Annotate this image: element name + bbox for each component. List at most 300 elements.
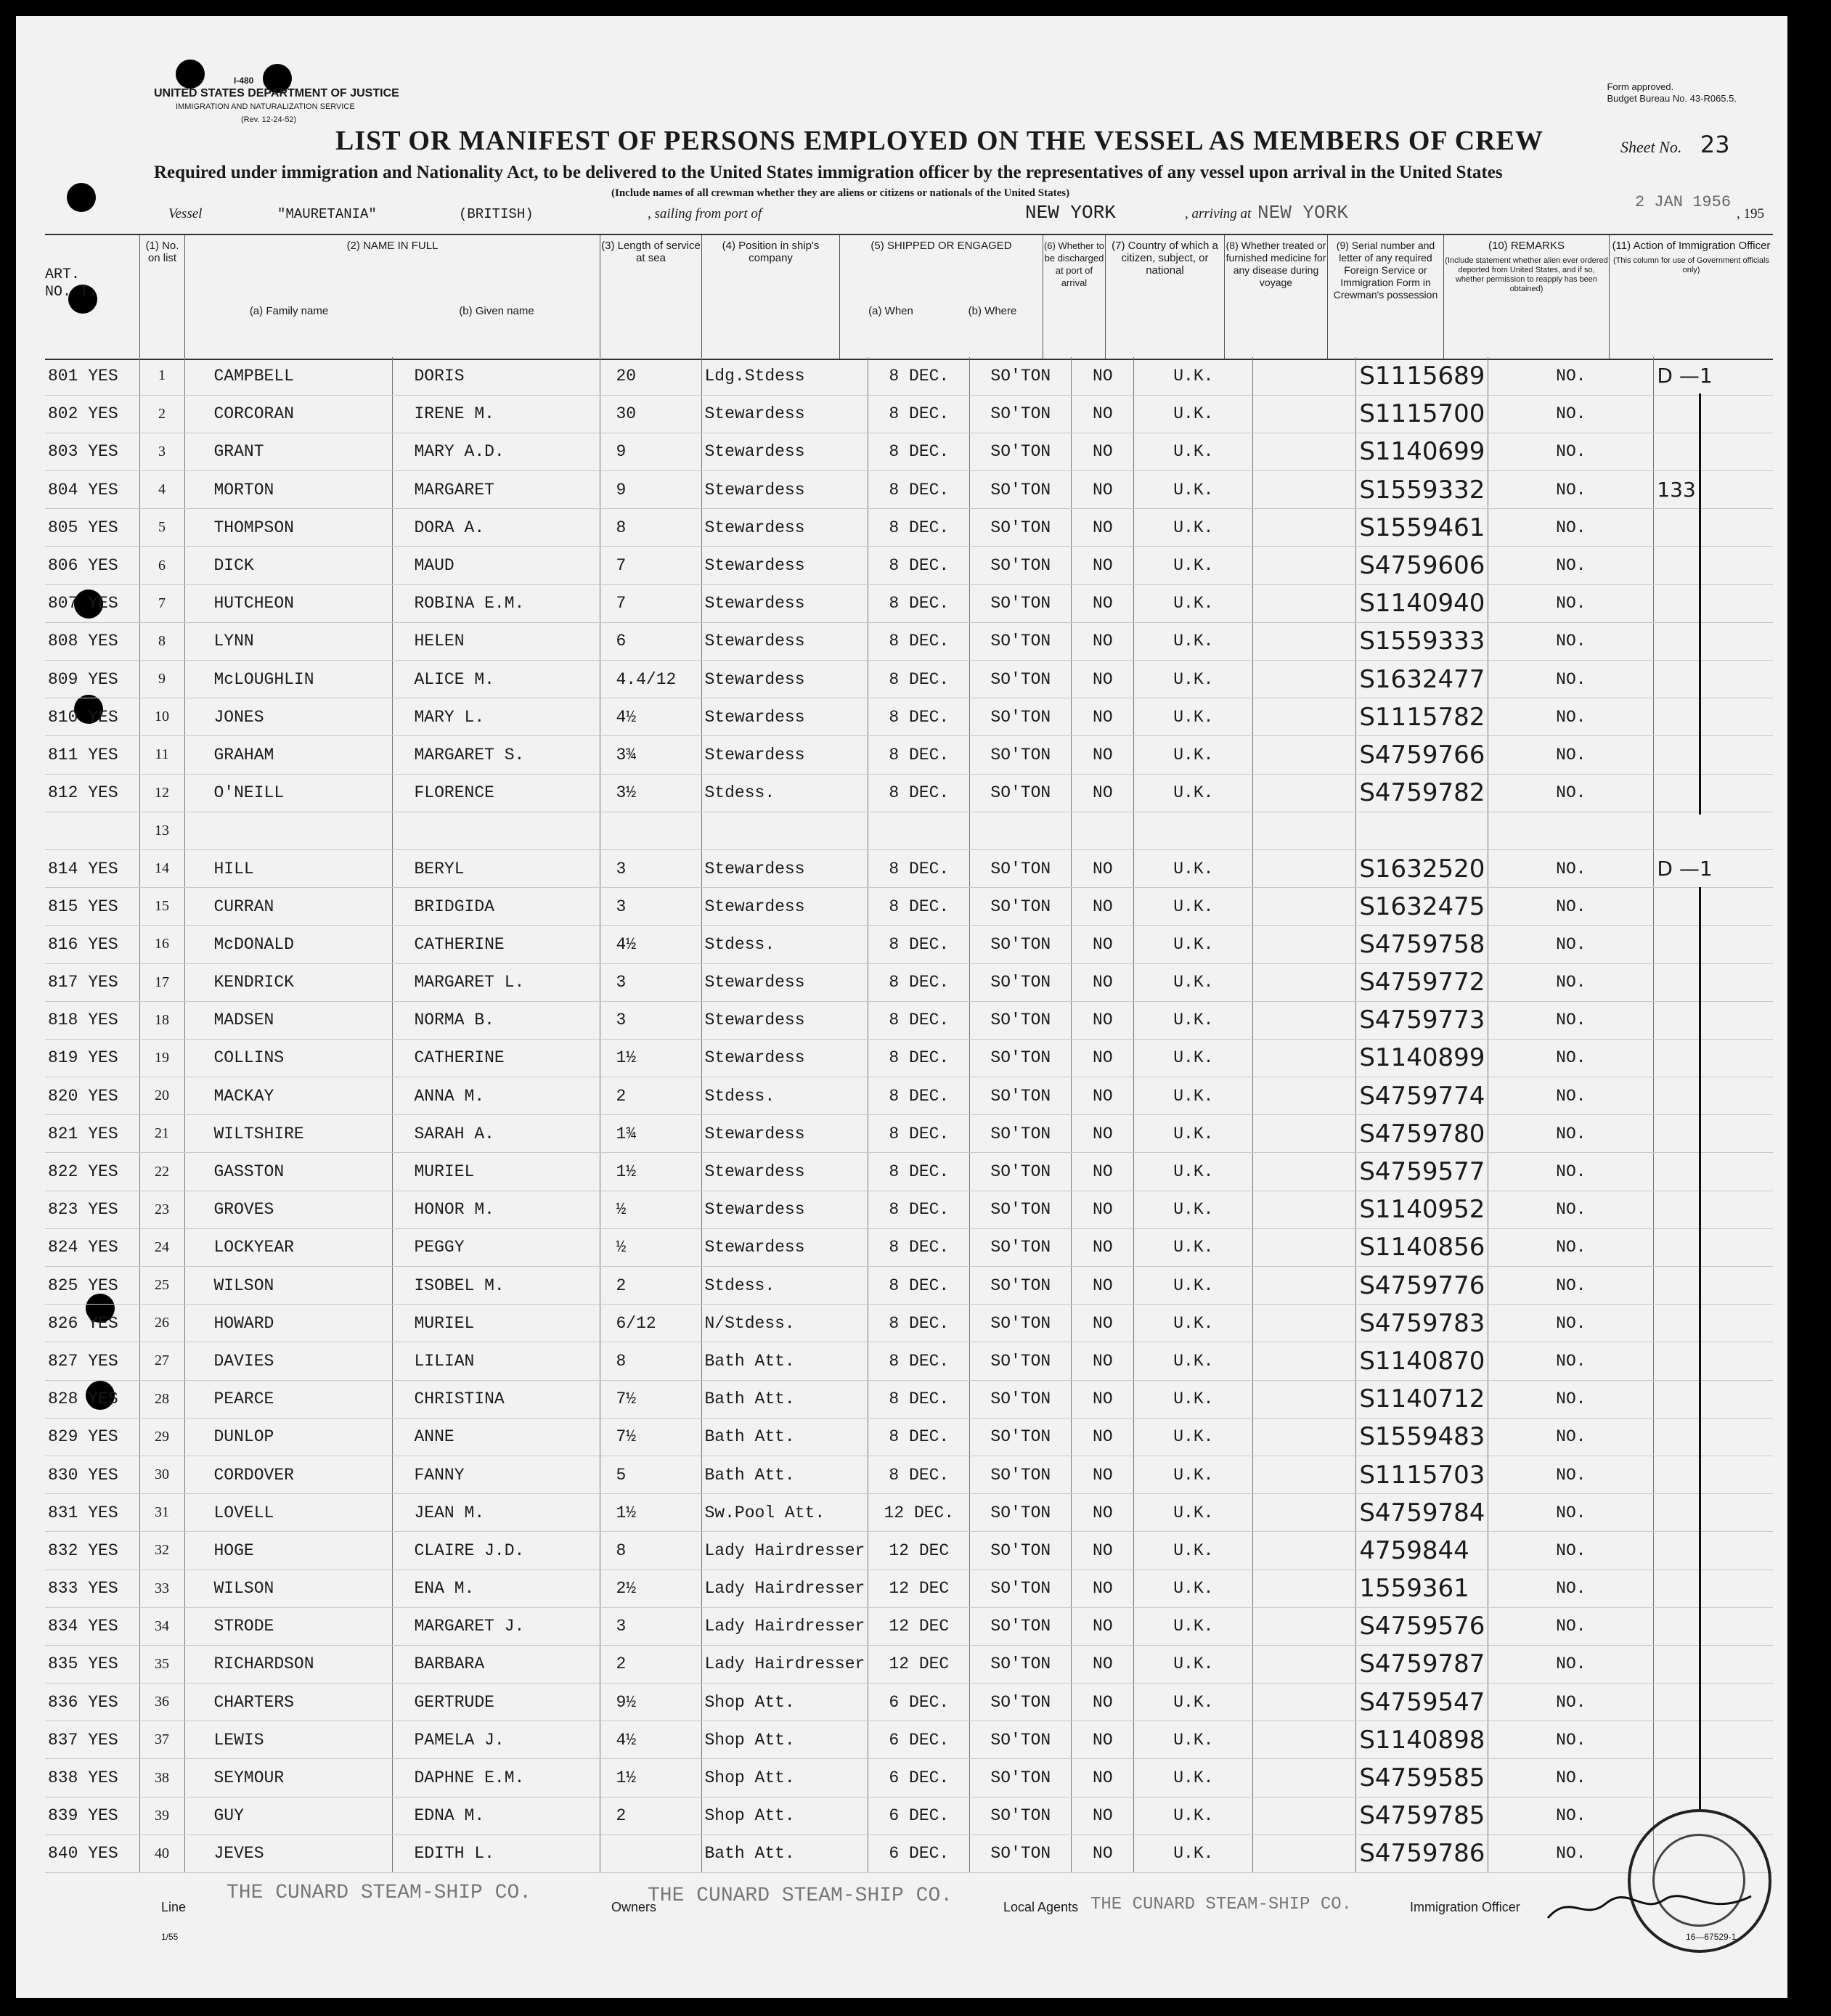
cell-when: 8 DEC. <box>868 1456 970 1493</box>
cell-where: SO'TON <box>970 395 1072 433</box>
cell-art: 805 YES <box>45 509 139 547</box>
cell-where: SO'TON <box>970 471 1072 509</box>
cell-where: SO'TON <box>970 1570 1072 1607</box>
cell-where: SO'TON <box>970 509 1072 547</box>
cell-len: 3¾ <box>600 736 701 774</box>
cell-len: 4.4/12 <box>600 661 701 698</box>
agency-name: UNITED STATES DEPARTMENT OF JUSTICE <box>154 87 399 99</box>
cell-ser: S4759782 <box>1356 774 1488 812</box>
sheet-value: 23 <box>1700 131 1730 158</box>
cell-no: 23 <box>139 1191 184 1228</box>
cell-when: 8 DEC. <box>868 1342 970 1380</box>
cell-fam: DAVIES <box>184 1342 392 1380</box>
cell-pos: N/Stdess. <box>701 1305 868 1342</box>
cell-pos: Stewardess <box>701 1191 868 1228</box>
cell-med <box>1253 1418 1356 1456</box>
cell-art: 833 YES <box>45 1570 139 1607</box>
cell-no: 31 <box>139 1494 184 1532</box>
cell-rem: NO. <box>1488 1305 1654 1342</box>
cell-pos: Sw.Pool Att. <box>701 1494 868 1532</box>
cell-when <box>868 812 970 849</box>
cell-art: 822 YES <box>45 1153 139 1191</box>
cell-len: 7½ <box>600 1380 701 1418</box>
cell-cty: U.K. <box>1134 661 1253 698</box>
cell-fam: JONES <box>184 698 392 736</box>
cell-giv: PAMELA J. <box>392 1721 600 1759</box>
cell-cty: U.K. <box>1134 433 1253 470</box>
cell-len: 4½ <box>600 926 701 963</box>
cell-rem: NO. <box>1488 926 1654 963</box>
table-row <box>45 509 1773 547</box>
cell-fam: DICK <box>184 547 392 584</box>
cell-dis: NO <box>1072 736 1134 774</box>
cell-ser: S4759776 <box>1356 1267 1488 1305</box>
cell-ser <box>1356 812 1488 849</box>
cell-when: 8 DEC. <box>868 1418 970 1456</box>
cell-where: SO'TON <box>970 1684 1072 1721</box>
cell-where: SO'TON <box>970 1191 1072 1228</box>
cell-art: 814 YES <box>45 849 139 887</box>
cell-dis: NO <box>1072 1077 1134 1115</box>
cell-giv: ISOBEL M. <box>392 1267 600 1305</box>
cell-no: 16 <box>139 926 184 963</box>
cell-ser: S1140898 <box>1356 1721 1488 1759</box>
column-headers <box>45 234 1773 360</box>
cell-fam: CHARTERS <box>184 1684 392 1721</box>
form-code: 16—67529-1 <box>1686 1932 1737 1942</box>
table-row <box>45 1001 1773 1039</box>
cell-where: SO'TON <box>970 1456 1072 1493</box>
form-approved <box>1607 81 1737 105</box>
col-discharged: (6) Whether to be discharged at port of arrival <box>1043 235 1105 359</box>
cell-pos: Lady Hairdresser <box>701 1570 868 1607</box>
cell-dis: NO <box>1072 963 1134 1001</box>
cell-ser: S4759785 <box>1356 1797 1488 1835</box>
cell-fam: GASSTON <box>184 1153 392 1191</box>
table-row <box>45 1645 1773 1683</box>
cell-len: 3½ <box>600 774 701 812</box>
cell-cty: U.K. <box>1134 1039 1253 1077</box>
sheet-number <box>1620 131 1730 158</box>
cell-dis: NO <box>1072 509 1134 547</box>
cell-cty: U.K. <box>1134 1759 1253 1797</box>
cell-med <box>1253 1645 1356 1683</box>
cell-len: 3 <box>600 963 701 1001</box>
cell-when: 8 DEC. <box>868 1001 970 1039</box>
cell-giv: MARGARET <box>392 471 600 509</box>
cell-where: SO'TON <box>970 736 1072 774</box>
cell-where: SO'TON <box>970 1001 1072 1039</box>
col-when: (a) When <box>868 305 913 317</box>
cell-len: 8 <box>600 509 701 547</box>
cell-no: 26 <box>139 1305 184 1342</box>
vessel-name: "MAURETANIA" <box>277 206 377 222</box>
cell-art: 830 YES <box>45 1456 139 1493</box>
cell-fam: THOMPSON <box>184 509 392 547</box>
cell-giv: MARY L. <box>392 698 600 736</box>
cell-where: SO'TON <box>970 433 1072 470</box>
cell-pos: Stewardess <box>701 1001 868 1039</box>
cell-act <box>1654 736 1773 774</box>
cell-dis: NO <box>1072 1191 1134 1228</box>
cell-when: 8 DEC. <box>868 622 970 660</box>
cell-no: 7 <box>139 584 184 622</box>
cell-giv: CATHERINE <box>392 1039 600 1077</box>
cell-giv: HELEN <box>392 622 600 660</box>
cell-len: 2½ <box>600 1570 701 1607</box>
cell-cty: U.K. <box>1134 1607 1253 1645</box>
cell-art: 808 YES <box>45 622 139 660</box>
cell-rem: NO. <box>1488 622 1654 660</box>
cell-len: 3 <box>600 1607 701 1645</box>
cell-act <box>1654 509 1773 547</box>
cell-rem: NO. <box>1488 698 1654 736</box>
cell-ser: S4759766 <box>1356 736 1488 774</box>
cell-rem: NO. <box>1488 1456 1654 1493</box>
cell-rem: NO. <box>1488 849 1654 887</box>
cell-rem: NO. <box>1488 584 1654 622</box>
cell-giv: MARY A.D. <box>392 433 600 470</box>
cell-ser: 1559361 <box>1356 1570 1488 1607</box>
page-title: LIST OR MANIFEST OF PERSONS EMPLOYED ON THE VESSEL AS MEMBERS OF CREW <box>335 126 1543 156</box>
cell-cty: U.K. <box>1134 736 1253 774</box>
cell-when: 8 DEC. <box>868 1267 970 1305</box>
cell-art: 839 YES <box>45 1797 139 1835</box>
cell-act <box>1654 584 1773 622</box>
cell-no: 12 <box>139 774 184 812</box>
cell-pos: Shop Att. <box>701 1721 868 1759</box>
cell-when: 8 DEC. <box>868 661 970 698</box>
cell-where: SO'TON <box>970 661 1072 698</box>
cell-pos: Stdess. <box>701 774 868 812</box>
cell-med <box>1253 1607 1356 1645</box>
cell-dis: NO <box>1072 1153 1134 1191</box>
table-row <box>45 661 1773 698</box>
cell-rem: NO. <box>1488 1759 1654 1797</box>
cell-rem: NO. <box>1488 1684 1654 1721</box>
cell-cty: U.K. <box>1134 1456 1253 1493</box>
col-remarks <box>1443 235 1609 359</box>
cell-art: 835 YES <box>45 1645 139 1683</box>
cell-cty: U.K. <box>1134 471 1253 509</box>
cell-rem: NO. <box>1488 774 1654 812</box>
cell-ser: 4759844 <box>1356 1532 1488 1570</box>
form-number: I-480 <box>234 76 254 86</box>
cell-fam: WILTSHIRE <box>184 1115 392 1153</box>
cell-dis: NO <box>1072 1039 1134 1077</box>
cell-ser: S1559333 <box>1356 622 1488 660</box>
cell-ser: S1632520 <box>1356 849 1488 887</box>
cell-len: 3 <box>600 849 701 887</box>
cell-pos: Bath Att. <box>701 1380 868 1418</box>
sailing-port: NEW YORK <box>1025 202 1116 224</box>
cell-no: 15 <box>139 888 184 926</box>
cell-act <box>1654 1001 1773 1039</box>
col-shipped-title: (5) SHIPPED OR ENGAGED <box>870 240 1012 252</box>
cell-dis <box>1072 812 1134 849</box>
cell-med <box>1253 736 1356 774</box>
cell-fam: O'NEILL <box>184 774 392 812</box>
cell-len: 2 <box>600 1797 701 1835</box>
cell-where: SO'TON <box>970 1342 1072 1380</box>
cell-ser: S1140712 <box>1356 1380 1488 1418</box>
cell-cty: U.K. <box>1134 1721 1253 1759</box>
cell-pos: Stewardess <box>701 1153 868 1191</box>
cell-where: SO'TON <box>970 849 1072 887</box>
cell-cty: U.K. <box>1134 1797 1253 1835</box>
cell-no: 35 <box>139 1645 184 1683</box>
cell-art: 817 YES <box>45 963 139 1001</box>
cell-med <box>1253 547 1356 584</box>
cell-dis: NO <box>1072 471 1134 509</box>
cell-giv: ALICE M. <box>392 661 600 698</box>
cell-giv: BARBARA <box>392 1645 600 1683</box>
cell-ser: S4759786 <box>1356 1835 1488 1872</box>
cell-where: SO'TON <box>970 1835 1072 1872</box>
cell-rem: NO. <box>1488 1267 1654 1305</box>
cell-pos: Stewardess <box>701 547 868 584</box>
cell-pos: Stewardess <box>701 395 868 433</box>
col-art-no: ART. NO. T. <box>45 266 98 301</box>
cell-pos: Shop Att. <box>701 1797 868 1835</box>
cell-art: 810 YES <box>45 698 139 736</box>
col-length-service: (3) Length of service at sea <box>600 235 701 359</box>
cell-pos: Lady Hairdresser <box>701 1532 868 1570</box>
cell-cty: U.K. <box>1134 888 1253 926</box>
cell-act <box>1654 812 1773 849</box>
manifest-sheet <box>16 16 1787 1998</box>
cell-where: SO'TON <box>970 1228 1072 1266</box>
cell-med <box>1253 963 1356 1001</box>
cell-ser: S1140899 <box>1356 1039 1488 1077</box>
cell-giv: GERTRUDE <box>392 1684 600 1721</box>
cell-ser: S4759576 <box>1356 1607 1488 1645</box>
cell-len: 1¾ <box>600 1115 701 1153</box>
cell-no: 3 <box>139 433 184 470</box>
cell-no: 28 <box>139 1380 184 1418</box>
cell-giv: SARAH A. <box>392 1115 600 1153</box>
cell-when: 12 DEC <box>868 1645 970 1683</box>
cell-ser: S4759783 <box>1356 1305 1488 1342</box>
cell-len: ½ <box>600 1191 701 1228</box>
cell-ser: S4759547 <box>1356 1684 1488 1721</box>
cell-rem: NO. <box>1488 395 1654 433</box>
cell-pos: Stewardess <box>701 471 868 509</box>
cell-giv: MAUD <box>392 547 600 584</box>
cell-when: 8 DEC. <box>868 509 970 547</box>
cell-art: 836 YES <box>45 1684 139 1721</box>
cell-when: 12 DEC <box>868 1607 970 1645</box>
cell-cty: U.K. <box>1134 509 1253 547</box>
signature-icon <box>1541 1889 1758 1925</box>
cell-med <box>1253 1001 1356 1039</box>
cell-dis: NO <box>1072 1267 1134 1305</box>
cell-fam: GRANT <box>184 433 392 470</box>
cell-where: SO'TON <box>970 963 1072 1001</box>
cell-rem: NO. <box>1488 1494 1654 1532</box>
cell-fam: MORTON <box>184 471 392 509</box>
cell-med <box>1253 509 1356 547</box>
cell-dis: NO <box>1072 1494 1134 1532</box>
cell-len: 1½ <box>600 1039 701 1077</box>
cell-no: 17 <box>139 963 184 1001</box>
cell-art: 823 YES <box>45 1191 139 1228</box>
cell-pos: Shop Att. <box>701 1684 868 1721</box>
cell-no: 29 <box>139 1418 184 1456</box>
cell-ser: S1115689 <box>1356 357 1488 395</box>
cell-dis: NO <box>1072 547 1134 584</box>
cell-pos: Stewardess <box>701 963 868 1001</box>
cell-fam: CURRAN <box>184 888 392 926</box>
cell-dis: NO <box>1072 1001 1134 1039</box>
cell-fam: LOCKYEAR <box>184 1228 392 1266</box>
cell-giv: ENA M. <box>392 1570 600 1607</box>
cell-fam: LOVELL <box>184 1494 392 1532</box>
cell-act <box>1654 1380 1773 1418</box>
cell-act <box>1654 661 1773 698</box>
cell-act <box>1654 963 1773 1001</box>
col-action-note: (This column for use of Government officials only) <box>1613 256 1769 274</box>
cell-giv: MARGARET S. <box>392 736 600 774</box>
cell-art: 804 YES <box>45 471 139 509</box>
cell-med <box>1253 1228 1356 1266</box>
subtitle: Required under immigration and Nationality Act, to be delivered to the United States immigration officer by the representatives of any vessel upon arrival in the United States <box>154 163 1503 182</box>
cell-art: 801 YES <box>45 357 139 395</box>
cell-rem: NO. <box>1488 1039 1654 1077</box>
cell-med <box>1253 1532 1356 1570</box>
cell-act <box>1654 1684 1773 1721</box>
cell-where: SO'TON <box>970 888 1072 926</box>
table-row <box>45 1342 1773 1380</box>
col-action <box>1609 235 1773 359</box>
officer-label: Immigration Officer <box>1410 1900 1520 1914</box>
col-where: (b) Where <box>968 305 1017 317</box>
cell-where: SO'TON <box>970 774 1072 812</box>
print-code: 1/55 <box>161 1932 179 1942</box>
cell-rem: NO. <box>1488 1342 1654 1380</box>
cell-med <box>1253 926 1356 963</box>
cell-med <box>1253 584 1356 622</box>
cell-ser: S1140856 <box>1356 1228 1488 1266</box>
cell-dis: NO <box>1072 926 1134 963</box>
cell-ser: S4759773 <box>1356 1001 1488 1039</box>
cell-art: 824 YES <box>45 1228 139 1266</box>
cell-ser: S4759772 <box>1356 963 1488 1001</box>
cell-pos: Lady Hairdresser <box>701 1607 868 1645</box>
cell-giv <box>392 812 600 849</box>
cell-fam: JEVES <box>184 1835 392 1872</box>
table-row <box>45 1684 1773 1721</box>
cell-art: 827 YES <box>45 1342 139 1380</box>
cell-giv: ANNA M. <box>392 1077 600 1115</box>
cell-giv: DORA A. <box>392 509 600 547</box>
cell-giv: LILIAN <box>392 1342 600 1380</box>
cell-fam: McLOUGHLIN <box>184 661 392 698</box>
cell-rem: NO. <box>1488 1570 1654 1607</box>
cell-art: 809 YES <box>45 661 139 698</box>
cell-giv: PEGGY <box>392 1228 600 1266</box>
cell-no: 1 <box>139 357 184 395</box>
cell-fam: WILSON <box>184 1267 392 1305</box>
cell-pos <box>701 812 868 849</box>
cell-art: 818 YES <box>45 1001 139 1039</box>
cell-act <box>1654 433 1773 470</box>
cell-fam: GRAHAM <box>184 736 392 774</box>
cell-dis: NO <box>1072 1721 1134 1759</box>
cell-rem: NO. <box>1488 963 1654 1001</box>
table-row <box>45 1721 1773 1759</box>
cell-pos: Stewardess <box>701 584 868 622</box>
cell-pos: Stewardess <box>701 433 868 470</box>
cell-med <box>1253 698 1356 736</box>
cell-no: 38 <box>139 1759 184 1797</box>
cell-cty: U.K. <box>1134 547 1253 584</box>
cell-where: SO'TON <box>970 1721 1072 1759</box>
cell-giv: NORMA B. <box>392 1001 600 1039</box>
cell-when: 8 DEC. <box>868 357 970 395</box>
cell-rem: NO. <box>1488 1418 1654 1456</box>
cell-act <box>1654 1418 1773 1456</box>
cell-rem: NO. <box>1488 433 1654 470</box>
cell-cty: U.K. <box>1134 1001 1253 1039</box>
table-row <box>45 1456 1773 1493</box>
cell-no: 21 <box>139 1115 184 1153</box>
cell-act <box>1654 1456 1773 1493</box>
cell-cty: U.K. <box>1134 357 1253 395</box>
cell-when: 8 DEC. <box>868 774 970 812</box>
cell-med <box>1253 1570 1356 1607</box>
table-row <box>45 1494 1773 1532</box>
cell-len: 4½ <box>600 698 701 736</box>
cell-cty: U.K. <box>1134 1305 1253 1342</box>
cell-no: 4 <box>139 471 184 509</box>
cell-rem: NO. <box>1488 1721 1654 1759</box>
cell-when: 6 DEC. <box>868 1721 970 1759</box>
cell-no: 30 <box>139 1456 184 1493</box>
cell-no: 18 <box>139 1001 184 1039</box>
cell-fam <box>184 812 392 849</box>
cell-dis: NO <box>1072 888 1134 926</box>
col-remarks-note: (Include statement whether alien ever ordered deported from United States, and if so, whether permission to reapply has been obtained) <box>1445 256 1608 293</box>
cell-cty: U.K. <box>1134 1684 1253 1721</box>
table-row <box>45 1305 1773 1342</box>
cell-when: 8 DEC. <box>868 698 970 736</box>
cell-no: 33 <box>139 1570 184 1607</box>
cell-when: 8 DEC. <box>868 849 970 887</box>
cell-art: 826 YES <box>45 1305 139 1342</box>
cell-dis: NO <box>1072 774 1134 812</box>
cell-where: SO'TON <box>970 357 1072 395</box>
cell-med <box>1253 1797 1356 1835</box>
col-family-name: (a) Family name <box>249 305 329 317</box>
cell-where: SO'TON <box>970 926 1072 963</box>
cell-art: 802 YES <box>45 395 139 433</box>
cell-len: 3 <box>600 888 701 926</box>
col-name-title: (2) NAME IN FULL <box>346 240 439 252</box>
service-name: IMMIGRATION AND NATURALIZATION SERVICE <box>176 102 355 111</box>
arriving-port: NEW YORK <box>1257 202 1348 224</box>
table-row <box>45 1267 1773 1305</box>
cell-act <box>1654 1267 1773 1305</box>
cell-rem: NO. <box>1488 1797 1654 1835</box>
cell-cty: U.K. <box>1134 849 1253 887</box>
cell-fam: SEYMOUR <box>184 1759 392 1797</box>
cell-no: 22 <box>139 1153 184 1191</box>
cell-med <box>1253 1494 1356 1532</box>
cell-giv: HONOR M. <box>392 1191 600 1228</box>
cell-no: 24 <box>139 1228 184 1266</box>
owner-stamp: THE CUNARD STEAM-SHIP CO. <box>648 1885 953 1907</box>
